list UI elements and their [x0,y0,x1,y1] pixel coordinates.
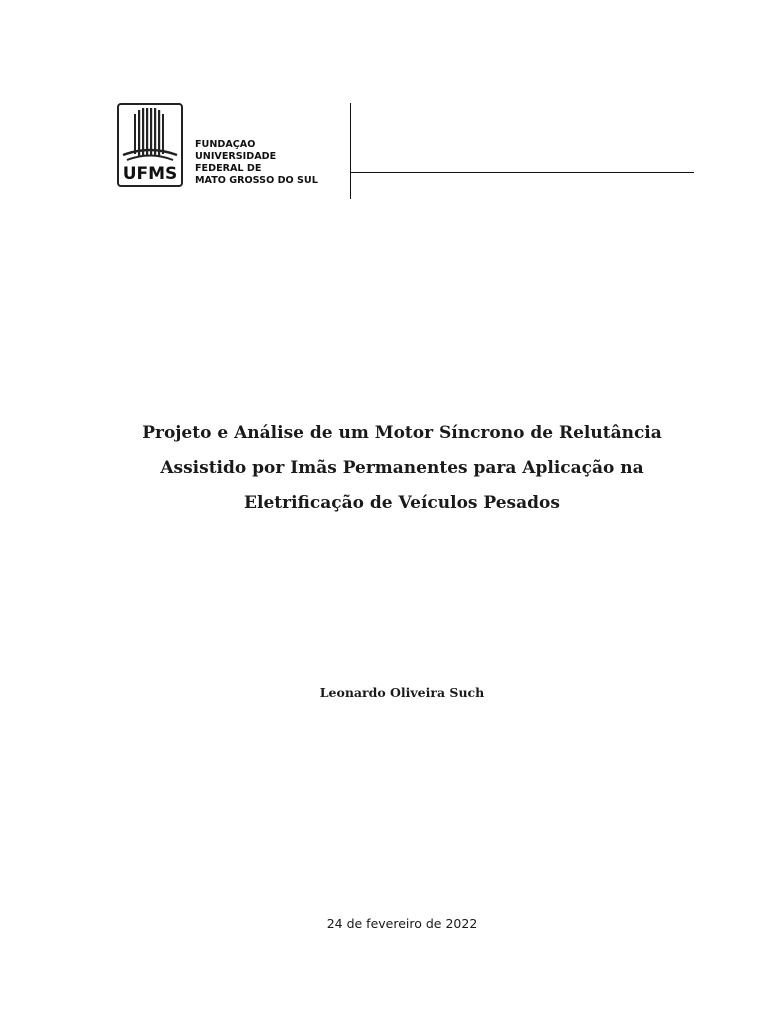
logo-abbreviation: UFMS [122,164,178,184]
logo-emblem [117,103,183,187]
title-line: Projeto e Análise de um Motor Síncrono de Relutância [142,423,662,443]
logo-line: MATO GROSSO DO SUL [195,175,318,186]
title-line: Eletrificação de Veículos Pesados [244,493,560,513]
logo-line: UNIVERSIDADE [195,151,277,162]
building-columns-icon [119,105,181,167]
document-date: 24 de fevereiro de 2022 [326,916,478,931]
logo-line: FEDERAL DE [195,163,262,174]
author-name: Leonardo Oliveira Such [319,685,485,700]
document-title [100,416,704,521]
title-line: Assistido por Imãs Permanentes para Aplicação na [160,458,644,478]
logo-institution-name [195,139,345,187]
header-horizontal-divider [351,172,694,173]
header-vertical-divider [350,103,351,199]
logo-line: FUNDAÇÃO [195,139,256,150]
